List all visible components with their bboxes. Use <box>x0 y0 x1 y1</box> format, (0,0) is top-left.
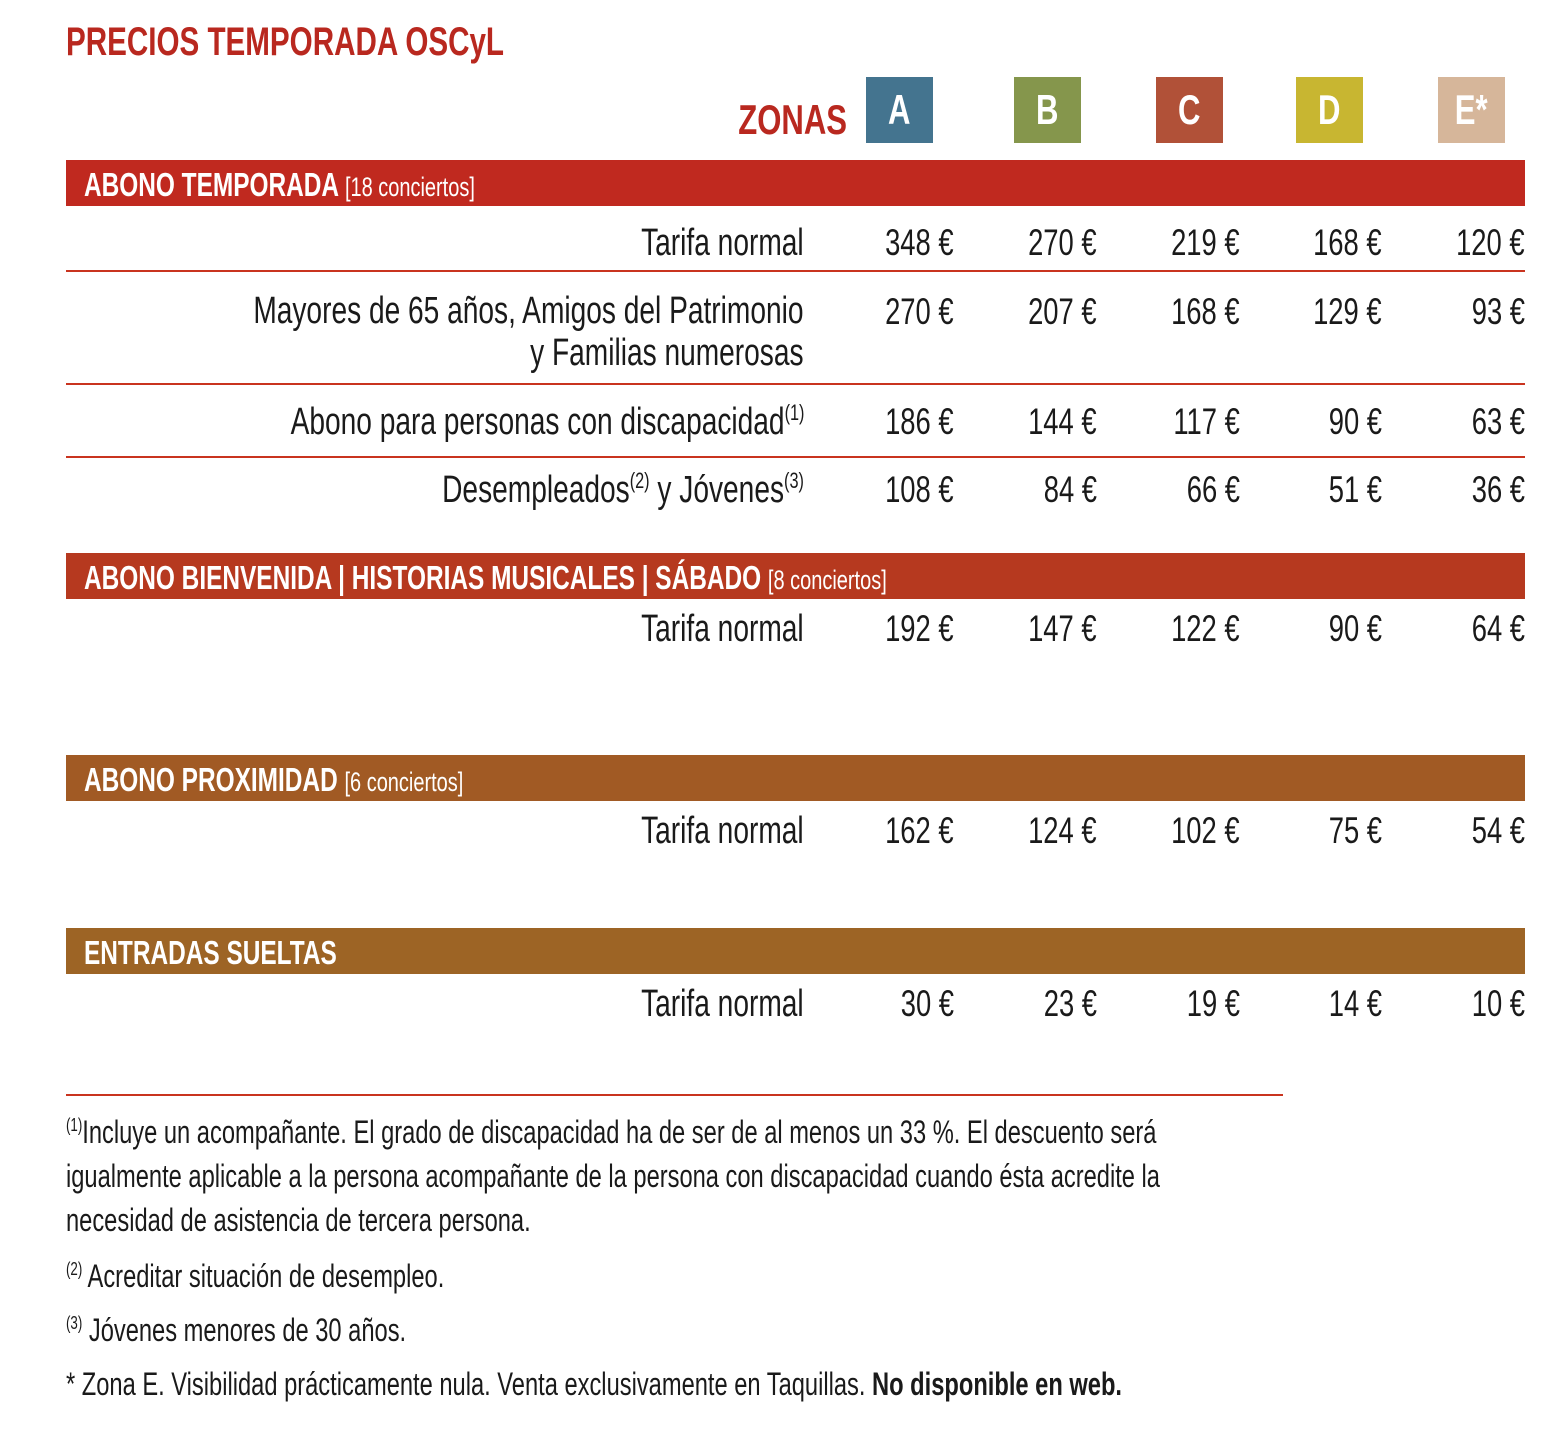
section-header-abono-proximidad <box>66 755 1525 801</box>
row-label-desempleados: Desempleados$^{(2)}$ y Jóvenes$^{(3)}$ <box>442 468 804 511</box>
price-cell: 162 € <box>885 810 954 851</box>
price-cell: 36 € <box>1471 469 1525 510</box>
price-cell: 122 € <box>1171 608 1240 649</box>
zone-d-badge: D <box>1296 77 1363 143</box>
footnote-2: $^{(2)}$ Acreditar situación de desempleo. <box>66 1258 445 1294</box>
price-cell: 102 € <box>1171 810 1240 851</box>
section-header-abono-bienvenida <box>66 553 1525 599</box>
section-subtitle: [6 conciertos] <box>344 767 464 797</box>
price-cell: 75 € <box>1328 810 1382 851</box>
price-cell: 23 € <box>1043 983 1097 1024</box>
price-cell: 90 € <box>1328 401 1382 442</box>
price-cell: 63 € <box>1471 401 1525 442</box>
price-cell: 54 € <box>1471 810 1525 851</box>
footnote-3: $^{(3)}$ Jóvenes menores de 30 años. <box>66 1312 407 1348</box>
price-cell: 84 € <box>1043 469 1097 510</box>
section-header-abono-temporada <box>66 160 1525 206</box>
section-title: ABONO TEMPORADA <box>84 166 339 203</box>
price-cell: 51 € <box>1328 469 1382 510</box>
section-title: ABONO PROXIMIDAD <box>84 761 338 798</box>
section-title: ABONO BIENVENIDA | HISTORIAS MUSICALES | SÁBADO <box>84 559 762 596</box>
price-cell: 219 € <box>1171 222 1240 263</box>
section-subtitle: [18 conciertos] <box>344 172 475 202</box>
price-cell: 108 € <box>885 469 954 510</box>
price-cell: 19 € <box>1186 983 1240 1024</box>
footnote-divider <box>66 1094 1283 1096</box>
price-cell: 90 € <box>1328 608 1382 649</box>
price-cell: 117 € <box>1173 401 1240 442</box>
footnote-1: $^{(1)}$Incluye un acompañante. El grado de discapacidad ha de ser de al menos un 33 %. El descuento será igualmente aplicable a la persona acompañante de la persona con discapacidad cuando ésta acredite la necesidad de asistencia de tercera persona. <box>66 1114 1160 1238</box>
page-title: PRECIOS TEMPORADA OSCyL <box>66 20 505 64</box>
price-cell: 168 € <box>1313 222 1382 263</box>
row-label-discapacidad: Abono para personas con discapacidad$^{(1)}$ <box>290 400 804 443</box>
price-cell: 348 € <box>885 222 954 263</box>
row-divider <box>66 270 1525 272</box>
row-label-tarifa-normal: Tarifa normal <box>641 608 804 650</box>
price-cell: 129 € <box>1313 291 1382 332</box>
zone-b-badge: B <box>1014 77 1081 143</box>
row-divider <box>66 383 1525 385</box>
price-cell: 270 € <box>1028 222 1097 263</box>
price-cell: 120 € <box>1456 222 1525 263</box>
price-cell: 186 € <box>885 401 954 442</box>
price-cell: 30 € <box>900 983 954 1024</box>
price-cell: 144 € <box>1028 401 1097 442</box>
section-header-entradas-sueltas <box>66 928 1525 974</box>
price-cell: 93 € <box>1471 291 1525 332</box>
price-cell: 66 € <box>1186 469 1240 510</box>
section-title: ENTRADAS SUELTAS <box>84 934 337 971</box>
price-cell: 147 € <box>1028 608 1097 649</box>
price-cell: 124 € <box>1028 810 1097 851</box>
zone-a-badge: A <box>866 77 933 143</box>
zones-label: ZONAS <box>738 96 847 143</box>
zone-c-badge: C <box>1156 77 1223 143</box>
price-cell: 270 € <box>885 291 954 332</box>
row-label-tarifa-normal: Tarifa normal <box>641 983 804 1025</box>
footnote-zone-e: * Zona E. Visibilidad prácticamente nula. Venta exclusivamente en Taquillas. No disponible en web. <box>66 1366 1123 1402</box>
price-cell: 168 € <box>1171 291 1240 332</box>
price-cell: 10 € <box>1471 983 1525 1024</box>
row-divider <box>66 456 1525 458</box>
row-label-mayores: Mayores de 65 años, Amigos del Patrimonio y Familias numerosas <box>253 290 804 374</box>
price-cell: 64 € <box>1471 608 1525 649</box>
price-cell: 192 € <box>885 608 954 649</box>
zone-e-badge: E* <box>1438 77 1505 143</box>
section-subtitle: [8 conciertos] <box>767 565 887 595</box>
price-cell: 207 € <box>1028 291 1097 332</box>
row-label-tarifa-normal: Tarifa normal <box>641 810 804 852</box>
price-cell: 14 € <box>1328 983 1382 1024</box>
row-label-tarifa-normal: Tarifa normal <box>641 222 804 264</box>
